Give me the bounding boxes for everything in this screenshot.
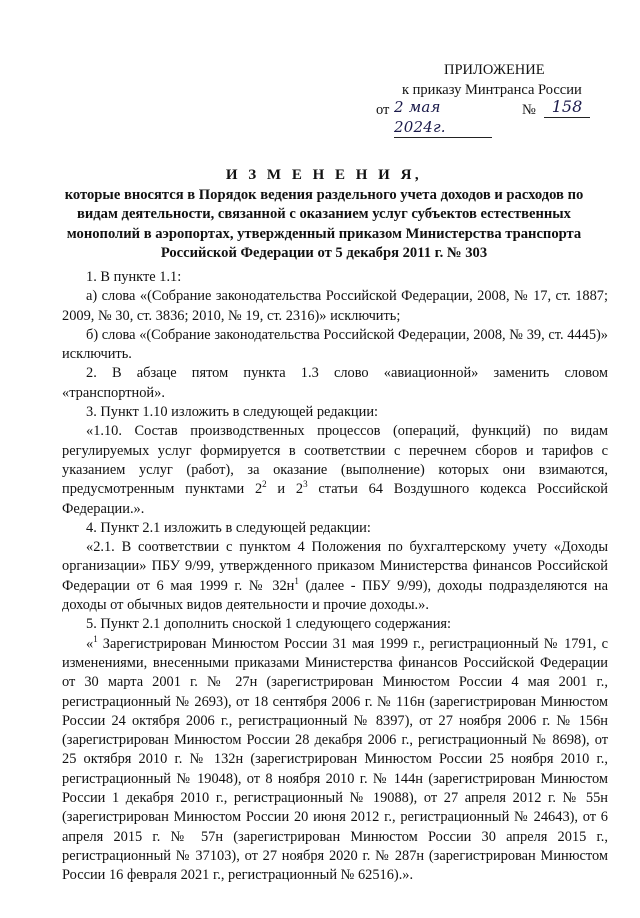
footnote-mark: 1: [294, 575, 299, 586]
appendix-block: [372, 60, 612, 136]
superscript: 3: [303, 479, 308, 490]
from-label: от: [376, 102, 390, 118]
document-heading: [40, 164, 608, 264]
appendix-order-line: к приказу Минтранса России: [402, 82, 582, 98]
heading-title: И З М Е Н Е Н И Я,: [225, 167, 423, 183]
paragraph-4: 4. Пункт 2.1 изложить в следующей редакции:: [86, 519, 371, 536]
paragraph-1: 1. В пункте 1.1:: [86, 269, 182, 285]
paragraph-4-quote: «2.1. В соответствии с пунктом 4 Положения по бухгалтерскому учету «Доходы организации» ПБУ 9/99, утвержденного приказом Министерства финансов Российской Федерации от 6 мая 1999 г. № $32н^1$ (далее - ПБУ 9/99), доходы подразделяются на доходы от обычных видов деятельности и прочие доходы.».: [62, 539, 608, 614]
number-label: №: [522, 102, 536, 118]
handwritten-date: 2 мая 2024г.: [394, 97, 492, 138]
superscript: 2: [262, 479, 267, 490]
paragraph-5-footnote: «$^1$ Зарегистрирован Минюстом России 31 мая 1999 г., регистрационный № 1791, с изменениями, внесенными приказами Министерства финансов Российской Федерации от 30 марта 2001 г. № 27н (зарегистрирован Минюстом России 4 мая 2001 г., регистрационный № 2693), от 18 сентября 2006 г. № 116н (зарегистрирован Минюстом России 24 октября 2006 г., регистрационный № 8397), от 27 ноября 2006 г. № 156н (зарегистрирован Минюстом России 28 декабря 2006 г., регистрационный № 8698), от 25 октября 2010 г. № 132н (зарегистрирован Минюстом России 25 ноября 2010 г., регистрационный № 19048), от 8 ноября 2010 г. № 144н (зарегистрирован Минюстом России 1 декабря 2010 г., регистрационный № 19088), от 27 апреля 2012 г. № 55н (зарегистрирован Минюстом России 20 июня 2012 г., регистрационный № 24643), от 6 апреля 2015 г. № 57н (зарегистрирован Минюстом России 30 апреля 2015 г., регистрационный № 37103), от 27 ноября 2020 г. № 287н (зарегистрирован Минюстом России 16 февраля 2021 г., регистрационный № 62516).».: [62, 633, 608, 884]
footnote-mark: 1: [93, 633, 98, 644]
document-body: [62, 268, 608, 886]
handwritten-number: 158: [544, 97, 590, 118]
paragraph-5: 5. Пункт 2.1 дополнить сноской 1 следующего содержания:: [86, 616, 452, 633]
heading-subtitle-line: Российской Федерации от 5 декабря 2011 г. № 303: [160, 245, 488, 262]
paragraph-3: 3. Пункт 1.10 изложить в следующей редакции:: [86, 404, 379, 421]
paragraph-3-quote: «1.10. Состав производственных процессов (операций, функций) по видам регулируемых услуг формируется в соответствии с перечнем сборов и тарифов с указанием услуг (работ), за оказание (выполнение) которых они взимаются, предусмотренным пунктами $2^2$ и $2^3$ статьи 64 Воздушного кодекса Российской Федерации.».: [62, 423, 608, 517]
appendix-title: ПРИЛОЖЕНИЕ: [444, 62, 545, 78]
paragraph-1a: а) слова «(Собрание законодательства Российской Федерации, 2008, № 17, ст. 1887; 2009, № 30, ст. 3836; 2010, № 19, ст. 2316)» исключить;: [62, 288, 608, 324]
paragraph-1b: б) слова «(Собрание законодательства Российской Федерации, 2008, № 39, ст. 4445)» исключить.: [62, 326, 608, 363]
appendix-signature-line: [372, 97, 612, 136]
heading-subtitle-line: монополий в аэропортах, утвержденный приказом Министерства транспорта: [66, 225, 582, 242]
paragraph-2: 2. В абзаце пятом пункта 1.3 слово «авиационной» заменить словом «транспортной».: [62, 365, 608, 401]
heading-subtitle-line: которые вносятся в Порядок ведения раздельного учета доходов и расходов по: [64, 187, 584, 203]
heading-subtitle-line: видам деятельности, связанной с оказанием услуг субъектов естественных: [77, 206, 571, 223]
